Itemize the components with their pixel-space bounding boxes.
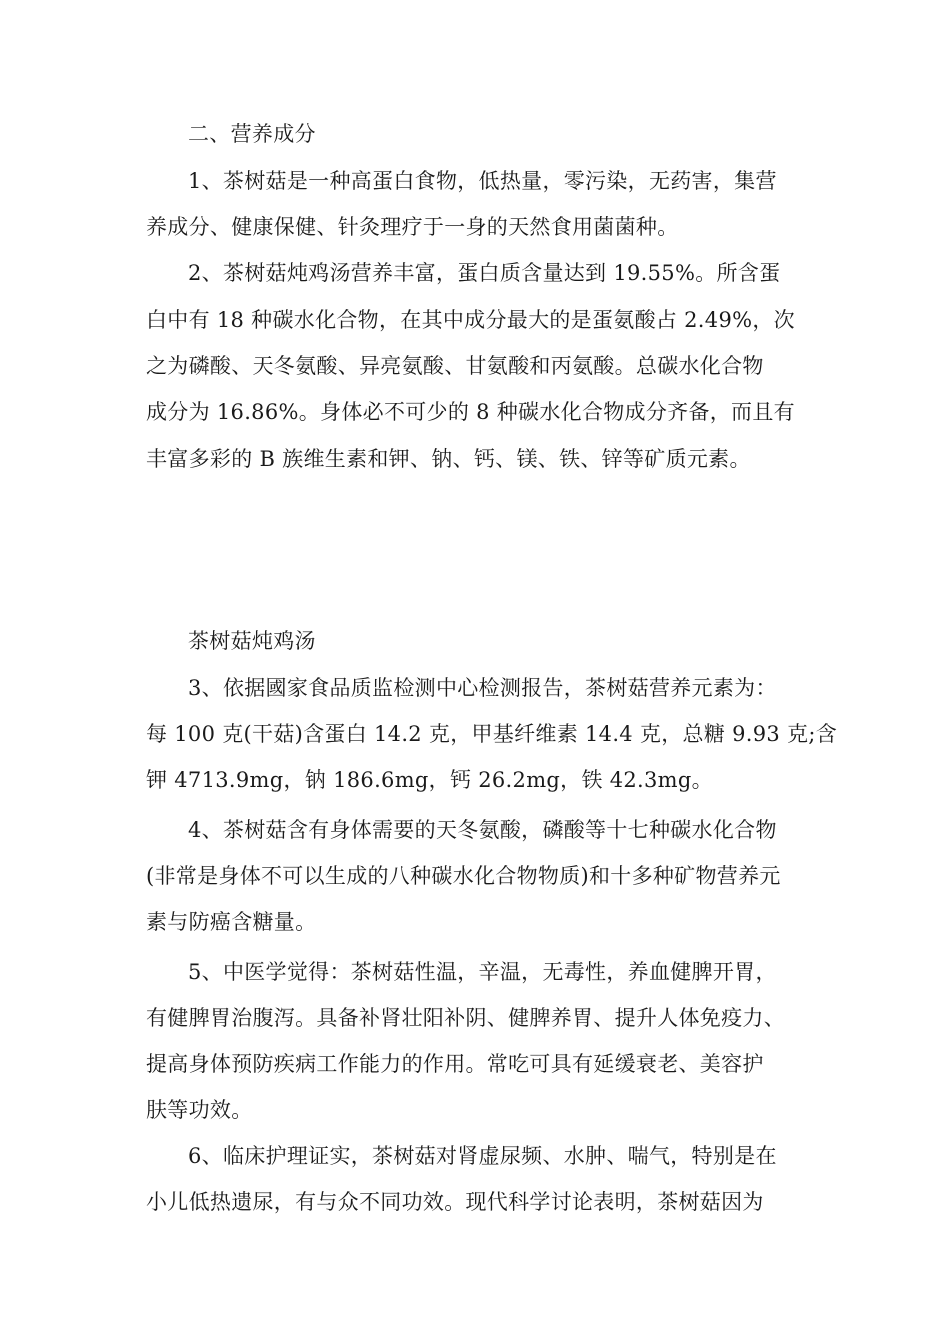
paragraph-line: (非常是身体不可以生成的八种碳水化合物物质)和十多种矿物营养元 <box>146 864 781 888</box>
paragraph-line: 之为磷酸、天冬氨酸、异亮氨酸、甘氨酸和丙氨酸。总碳水化合物 <box>146 354 764 378</box>
paragraph-line: 5、中医学觉得：茶树菇性温，辛温，无毒性，养血健脾开胃， <box>188 960 777 984</box>
paragraph-line: 白中有 18 种碳水化合物，在其中成分最大的是蛋氨酸占 2.49%，次 <box>146 308 795 332</box>
paragraph-line: 养成分、健康保健、针灸理疗于一身的天然食用菌菌种。 <box>146 215 679 239</box>
paragraph-line: 素与防癌含糖量。 <box>146 910 317 934</box>
image-caption: 茶树菇炖鸡汤 <box>188 629 316 653</box>
section-heading: 二、营养成分 <box>188 122 316 146</box>
paragraph-line: 有健脾胃治腹泻。具备补肾壮阳补阴、健脾养胃、提升人体免疫力、 <box>146 1006 785 1030</box>
paragraph-line: 成分为 16.86%。身体必不可少的 8 种碳水化合物成分齐备，而且有 <box>146 400 795 424</box>
paragraph-line: 钾 4713.9mg，钠 186.6mg，钙 26.2mg，铁 42.3mg。 <box>146 768 713 792</box>
paragraph-line: 每 100 克(干菇)含蛋白 14.2 克，甲基纤维素 14.4 克，总糖 9.93 克;含 <box>146 722 838 746</box>
paragraph-line: 4、茶树菇含有身体需要的天冬氨酸，磷酸等十七种碳水化合物 <box>188 818 777 842</box>
paragraph-line: 丰富多彩的 B 族维生素和钾、钠、钙、镁、铁、锌等矿质元素。 <box>146 447 751 471</box>
paragraph-line: 6、临床护理证实，茶树菇对肾虚尿频、水肿、喘气，特别是在 <box>188 1144 777 1168</box>
paragraph-line: 小儿低热遗尿，有与众不同功效。现代科学讨论表明，茶树菇因为 <box>146 1190 764 1214</box>
paragraph-line: 1、茶树菇是一种高蛋白食物，低热量，零污染，无药害，集营 <box>188 169 777 193</box>
paragraph-line: 3、依据國家食品质监检测中心检测报告，茶树菇营养元素为： <box>188 676 777 700</box>
paragraph-line: 提高身体预防疾病工作能力的作用。常吃可具有延缓衰老、美容护 <box>146 1052 764 1076</box>
paragraph-line: 肤等功效。 <box>146 1098 253 1122</box>
paragraph-line: 2、茶树菇炖鸡汤营养丰富，蛋白质含量达到 19.55%。所含蛋 <box>188 261 781 285</box>
